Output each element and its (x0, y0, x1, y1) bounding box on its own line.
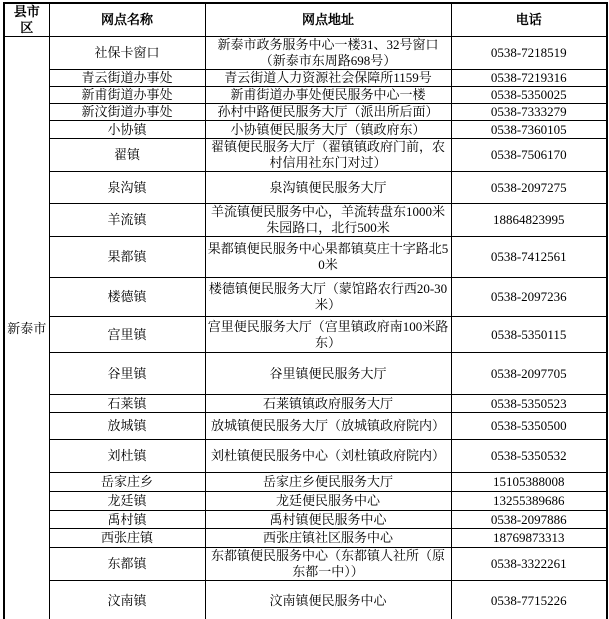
header-region-label: 县市区 (13, 4, 40, 35)
branch-name-cell: 宫里镇 (49, 317, 205, 353)
table-row (4, 413, 607, 440)
phone-cell: 13255389686 (451, 492, 607, 511)
table-row (4, 317, 607, 353)
branch-name-cell: 翟镇 (49, 139, 205, 172)
phone-cell: 15105388008 (451, 473, 607, 492)
branch-address-cell: 小协镇便民服务大厅（镇政府东） (205, 121, 451, 139)
table-row (4, 87, 607, 104)
branch-address-cell: 龙廷便民服务中心 (205, 492, 451, 511)
table-row (4, 278, 607, 317)
branch-name-cell: 刘杜镇 (49, 440, 205, 473)
phone-cell: 0538-5350500 (451, 413, 607, 440)
table-row (4, 581, 607, 619)
phone-cell: 0538-2097886 (451, 511, 607, 529)
branch-address-cell: 羊流镇便民服务中心，羊流转盘东1000米朱园路口，北行500米 (205, 204, 451, 237)
branch-address-cell: 岳家庄乡便民服务大厅 (205, 473, 451, 492)
branch-name-cell: 新甫街道办事处 (49, 87, 205, 104)
branch-name-cell: 禹村镇 (49, 511, 205, 529)
branch-name-cell: 小协镇 (49, 121, 205, 139)
branch-address-cell: 新甫街道办事处便民服务中心一楼 (205, 87, 451, 104)
table-row (4, 121, 607, 139)
header-row (4, 3, 607, 37)
branch-address-cell: 新泰市政务服务中心一楼31、32号窗口（新泰市东周路698号） (205, 37, 451, 70)
branch-address-cell: 青云街道人力资源社会保障所1159号 (205, 70, 451, 87)
table-row (4, 511, 607, 529)
service-locations-table (3, 2, 608, 619)
branch-address-cell: 禹村镇便民服务中心 (205, 511, 451, 529)
header-branch-address: 网点地址 (205, 3, 451, 37)
region-cell: 新泰市 (4, 37, 49, 619)
table-row (4, 353, 607, 395)
branch-address-cell: 刘杜镇便民服务中心（刘杜镇政府院内） (205, 440, 451, 473)
branch-name-cell: 新汶街道办事处 (49, 104, 205, 121)
phone-cell: 0538-7506170 (451, 139, 607, 172)
phone-cell: 0538-7219316 (451, 70, 607, 87)
branch-name-cell: 汶南镇 (49, 581, 205, 619)
phone-cell: 0538-2097275 (451, 172, 607, 204)
branch-address-cell: 石莱镇镇政府服务大厅 (205, 395, 451, 413)
table-row (4, 395, 607, 413)
branch-name-cell: 青云街道办事处 (49, 70, 205, 87)
phone-cell: 18864823995 (451, 204, 607, 237)
phone-cell: 0538-5350025 (451, 87, 607, 104)
branch-address-cell: 楼德镇便民服务大厅（蒙馆路农行西20-30米） (205, 278, 451, 317)
table-row (4, 440, 607, 473)
branch-address-cell: 泉沟镇便民服务大厅 (205, 172, 451, 204)
phone-cell: 0538-7360105 (451, 121, 607, 139)
table-row (4, 492, 607, 511)
table-row (4, 139, 607, 172)
table-body (4, 37, 607, 619)
table-row (4, 529, 607, 548)
branch-name-cell: 西张庄镇 (49, 529, 205, 548)
branch-address-cell: 西张庄镇社区服务中心 (205, 529, 451, 548)
branch-name-cell: 泉沟镇 (49, 172, 205, 204)
header-region (4, 3, 49, 37)
table-row (4, 237, 607, 278)
branch-address-cell: 翟镇便民服务大厅（翟镇镇政府门前，农村信用社东门对过） (205, 139, 451, 172)
phone-cell: 0538-3322261 (451, 548, 607, 581)
branch-address-cell: 宫里便民服务大厅（宫里镇政府南100米路东） (205, 317, 451, 353)
header-phone: 电话 (451, 3, 607, 37)
phone-cell: 0538-7218519 (451, 37, 607, 70)
branch-address-cell: 东都镇便民服务中心（东都镇人社所（原东都一中）） (205, 548, 451, 581)
table-row (4, 70, 607, 87)
phone-cell: 0538-5350115 (451, 317, 607, 353)
branch-name-cell: 社保卡窗口 (49, 37, 205, 70)
table-row (4, 204, 607, 237)
table-row (4, 104, 607, 121)
branch-name-cell: 谷里镇 (49, 353, 205, 395)
branch-name-cell: 东都镇 (49, 548, 205, 581)
branch-address-cell: 谷里镇便民服务大厅 (205, 353, 451, 395)
phone-cell: 0538-5350532 (451, 440, 607, 473)
phone-cell: 0538-2097705 (451, 353, 607, 395)
phone-cell: 0538-7715226 (451, 581, 607, 619)
branch-name-cell: 石莱镇 (49, 395, 205, 413)
branch-name-cell: 果都镇 (49, 237, 205, 278)
phone-cell: 0538-5350523 (451, 395, 607, 413)
header-branch-name: 网点名称 (49, 3, 205, 37)
table-row (4, 548, 607, 581)
branch-address-cell: 汶南镇便民服务中心 (205, 581, 451, 619)
phone-cell: 0538-7333279 (451, 104, 607, 121)
phone-cell: 0538-2097236 (451, 278, 607, 317)
branch-name-cell: 放城镇 (49, 413, 205, 440)
branch-address-cell: 果都镇便民服务中心果都镇莫庄十字路北50米 (205, 237, 451, 278)
table-row (4, 473, 607, 492)
branch-address-cell: 放城镇便民服务大厅（放城镇政府院内） (205, 413, 451, 440)
branch-name-cell: 楼德镇 (49, 278, 205, 317)
branch-name-cell: 羊流镇 (49, 204, 205, 237)
table-row (4, 172, 607, 204)
table-row (4, 37, 607, 70)
branch-name-cell: 龙廷镇 (49, 492, 205, 511)
branch-address-cell: 孙村中路便民服务大厅（派出所后面） (205, 104, 451, 121)
phone-cell: 18769873313 (451, 529, 607, 548)
branch-name-cell: 岳家庄乡 (49, 473, 205, 492)
phone-cell: 0538-7412561 (451, 237, 607, 278)
